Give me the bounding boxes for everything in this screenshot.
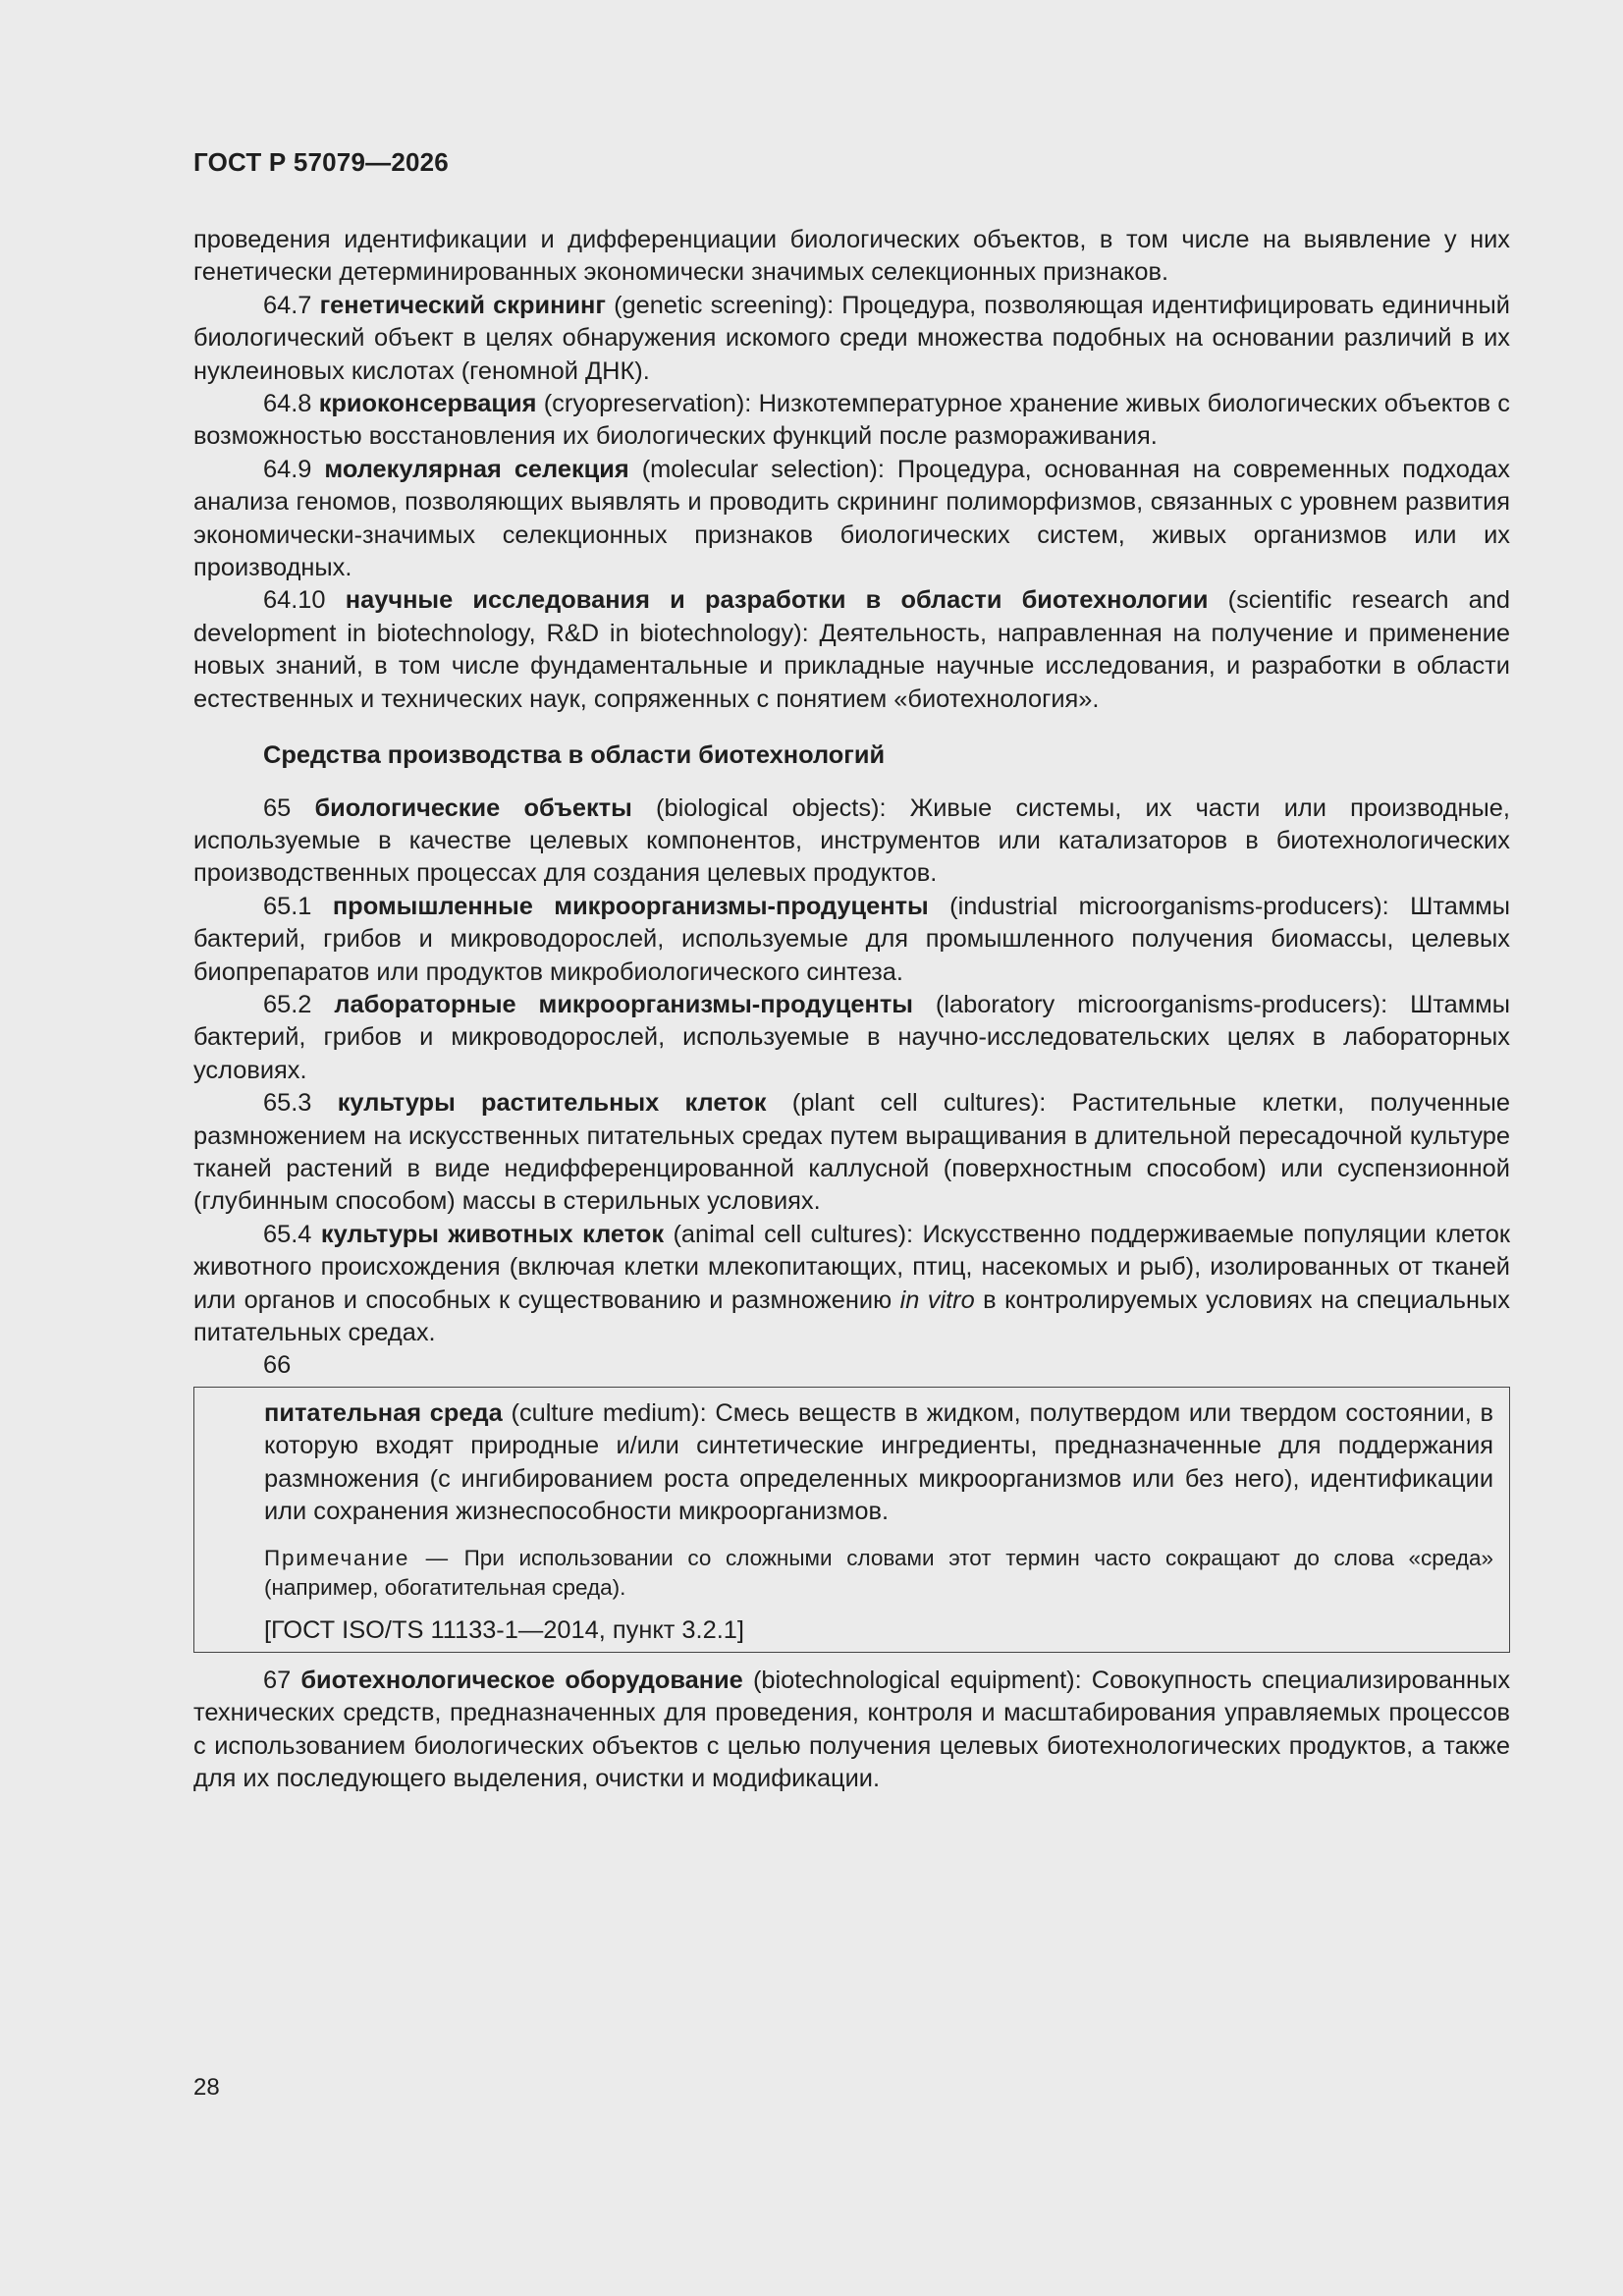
term-number: 65.4 xyxy=(263,1220,312,1248)
term-name: питательная среда xyxy=(264,1398,503,1427)
term-name: научные исследования и разработки в области биотехнологии xyxy=(345,586,1209,615)
term-definition: (culture medium): Смесь веществ в жидком, полутвердом или твердом состоянии, в которую входят природные и/или синтетические ингредиенты, предназначенные для поддержания размножения (с ингибированием роста определенных микроорганизмов или без него), идентификации или сохранения жизнеспособности микроорганизмов. xyxy=(264,1398,1493,1526)
term-number: 65.1 xyxy=(263,892,312,920)
term-entry-64-9 xyxy=(193,454,1510,585)
term-definition: (plant cell cultures): Растительные клетки, полученные размножением на искусственных питательных средах путем выращивания в длительной пересадочной культуре тканей растений в виде недифференцированной каллусной (поверхностным способом) или суспензионной (глубинным способом) массы в стерильных условиях. xyxy=(193,1089,1510,1216)
term-note xyxy=(264,1544,1493,1603)
term-number: 67 xyxy=(263,1666,292,1694)
term-number-66: 66 xyxy=(263,1351,292,1380)
term-name: культуры животных клеток xyxy=(320,1220,665,1248)
term-name: генетический скрининг xyxy=(319,291,606,319)
term-definition: (cryopreservation): Низкотемпературное хранение живых биологических объектов с возможностью восстановления их биологических функций после размораживания. xyxy=(193,390,1511,451)
term-definition: (molecular selection): Процедура, основанная на современных подходах анализа геномов, позволяющих выявлять и проводить скрининг полиморфизмов, связанных с уровнем развития экономически-значимых селекционных признаков биологических систем, живых организмов или их производных. xyxy=(193,455,1510,582)
term-number: 65.2 xyxy=(263,990,312,1018)
term-definition: (animal cell cultures): Искусственно поддерживаемые популяции клеток животного происхождения (включая клетки млекопитающих, птиц, насекомых и рыб), изолированных от тканей или органов и способных к существованию и размножению xyxy=(193,1220,1510,1314)
term-name: биотехнологическое оборудование xyxy=(300,1666,743,1694)
term-definition: (genetic screening): Процедура, позволяющая идентифицировать единичный биологический объект в целях обнаружения искомого среди множества подобных на основании различий в их нуклеиновых кислотах (геномной ДНК). xyxy=(193,291,1510,385)
term-entry-65 xyxy=(193,793,1510,891)
term-name: молекулярная селекция xyxy=(324,455,629,483)
term-number: 64.10 xyxy=(263,586,326,615)
document-header: ГОСТ Р 57079—2026 xyxy=(193,147,449,177)
term-entry-66 xyxy=(264,1397,1493,1529)
term-entry-64-10 xyxy=(193,584,1510,716)
document-body xyxy=(193,224,1510,1795)
term-name: биологические объекты xyxy=(314,793,632,822)
paragraph-continuation: проведения идентификации и дифференциации биологических объектов, в том числе на выявление у них генетически детерминированных экономически значимых селекционных признаков. xyxy=(193,226,1510,287)
term-definition: (laboratory microorganisms-producers): Штаммы бактерий, грибов и микроводорослей, используемые в научно-исследовательских целях в лабораторных условиях. xyxy=(193,990,1510,1084)
term-number: 65 xyxy=(263,793,292,822)
term-entry-67 xyxy=(193,1665,1510,1796)
term-name: лабораторные микроорганизмы-продуценты xyxy=(334,990,913,1018)
term-entry-65-4 xyxy=(193,1219,1510,1350)
term-number: 64.9 xyxy=(263,455,312,483)
note-label: Примечание — xyxy=(264,1546,450,1571)
term-source: [ГОСТ ISO/TS 11133-1—2014, пункт 3.2.1] xyxy=(264,1616,744,1645)
term-entry-66-box xyxy=(193,1387,1510,1653)
term-definition: (industrial microorganisms-producers): Штаммы бактерий, грибов и микроводорослей, используемые для промышленного получения биомассы, целевых биопрепаратов или продуктов микробиологического синтеза. xyxy=(193,892,1511,986)
term-number: 64.8 xyxy=(263,390,312,418)
term-definition: (scientific research and development in biotechnology, R&D in biotechnology): Деятельность, направленная на получение и применение новых знаний, в том числе фундаментальные и прикладные научные исследования, и разработки в области естественных и технических наук, сопряженных с понятием «биотехнология». xyxy=(193,586,1511,713)
term-number: 65.3 xyxy=(263,1089,312,1118)
term-definition: (biotechnological equipment): Совокупность специализированных технических средств, предназначенных для проведения, контроля и масштабирования управляемых процессов с использованием биологических объектов с целью получения целевых биотехнологических продуктов, а также для их последующего выделения, очистки и модификации. xyxy=(193,1666,1511,1793)
term-number: 64.7 xyxy=(263,291,312,319)
term-entry-65-2 xyxy=(193,989,1510,1087)
term-definition: (biological objects): Живые системы, их части или производные, используемые в качестве целевых компонентов, инструментов или катализаторов в биотехнологических производственных процессах для создания целевых продуктов. xyxy=(193,793,1510,888)
term-definition-end: в контролируемых условиях на специальных питательных средах. xyxy=(193,1285,1510,1346)
term-name: промышленные микроорганизмы-продуценты xyxy=(332,892,929,920)
term-name: культуры растительных клеток xyxy=(337,1089,767,1118)
term-entry-65-3 xyxy=(193,1087,1510,1219)
term-definition-italic: in vitro xyxy=(899,1285,975,1314)
term-entry-64-8 xyxy=(193,388,1510,454)
term-entry-64-7 xyxy=(193,290,1510,388)
page-number: 28 xyxy=(193,2074,220,2101)
note-text: При использовании со сложными словами этот термин часто сокращают до слова «среда» (например, обогатительная среда). xyxy=(264,1546,1493,1601)
section-heading: Средства производства в области биотехнологий xyxy=(263,741,886,770)
term-name: криоконсервация xyxy=(318,390,537,418)
term-entry-65-1 xyxy=(193,891,1510,989)
